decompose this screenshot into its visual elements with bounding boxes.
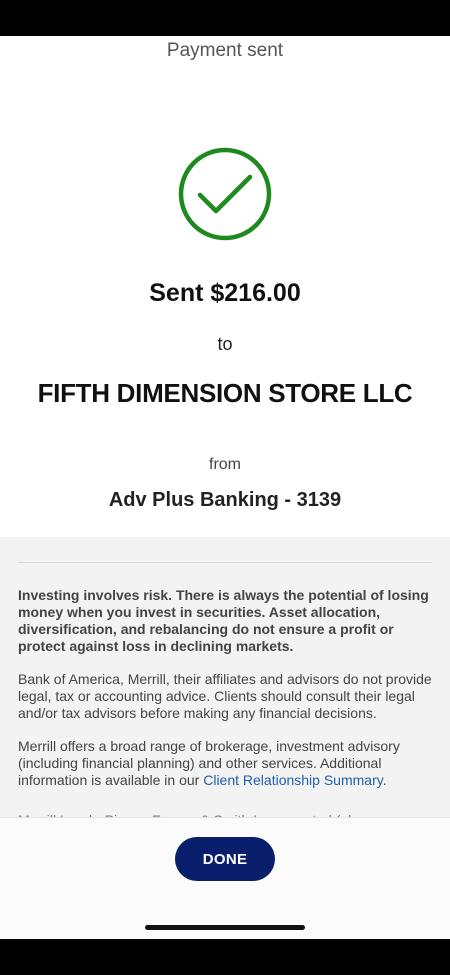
to-label: to <box>217 334 233 354</box>
services-text-end: . <box>382 772 387 788</box>
payment-sent-screen <box>0 36 450 938</box>
done-button[interactable]: DONE <box>175 837 275 881</box>
disclosure-text <box>18 587 432 805</box>
page-title: Payment sent <box>166 40 284 61</box>
source-account: Adv Plus Banking - 3139 <box>108 489 342 511</box>
services-text: Merrill offers a broad range of brokerage, investment advisory (including financial planning) and other services. Additional information is available in our <box>18 738 400 788</box>
amount-sent: Sent $216.00 <box>149 279 301 307</box>
services-disclosure <box>18 738 432 789</box>
from-label: from <box>209 456 241 473</box>
home-indicator[interactable] <box>145 925 305 930</box>
payee-name: FIFTH DIMENSION STORE LLC <box>37 378 413 408</box>
divider <box>18 562 432 563</box>
advice-disclosure: Bank of America, Merrill, their affiliates and advisors do not provide legal, tax or accounting advice. Clients should consult their legal and/or tax advisors before making any financial decisions. <box>18 671 432 721</box>
footer-bar <box>0 817 450 939</box>
disclosure-panel[interactable] <box>0 537 450 817</box>
client-relationship-summary-link[interactable]: Client Relationship Summary <box>203 772 383 788</box>
risk-disclosure: Investing involves risk. There is always the potential of losing money when you invest in securities. Asset allocation, diversification, and rebalancing do not ensure a profit or protect against loss in declining markets. <box>18 587 429 654</box>
checkmark-circle-icon <box>178 147 272 241</box>
